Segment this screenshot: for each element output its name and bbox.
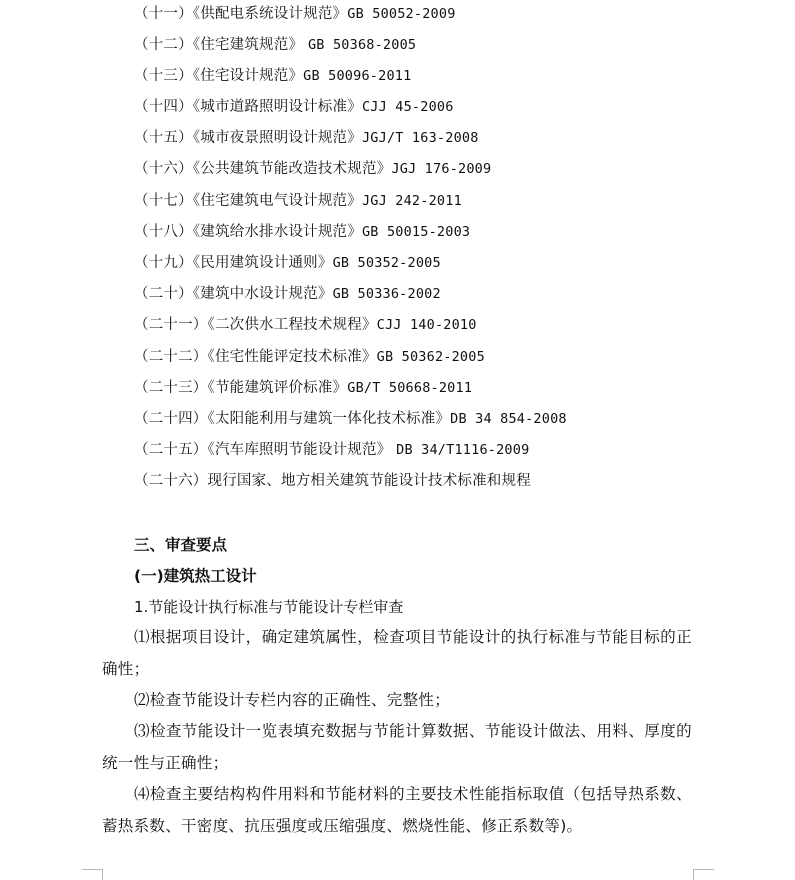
standard-line [134, 378, 472, 398]
standard-line [134, 4, 456, 24]
standard-code: CJJ 140-2010 [376, 317, 477, 333]
standard-code: GB 50336-2002 [332, 286, 441, 302]
standard-code: GB 50362-2005 [376, 349, 485, 365]
standard-title: 《建筑中水设计规范》 [192, 286, 333, 302]
standard-code: JGJ/T 163-2008 [361, 130, 479, 146]
standard-line [134, 191, 462, 211]
standard-number: （十一） [134, 6, 193, 22]
standard-number: （二十四） [134, 411, 208, 427]
standard-line [134, 222, 470, 242]
standard-title: 《住宅建筑电气设计规范》 [192, 193, 362, 209]
standard-code: GB/T 50668-2011 [347, 380, 473, 396]
standard-number: （二十三） [134, 380, 208, 396]
standard-code: JGJ 176-2009 [391, 161, 492, 177]
standard-code: CJJ 45-2006 [361, 99, 454, 115]
standard-line [134, 66, 411, 86]
standard-title: 现行国家、地方相关建筑节能设计技术标准和规程 [207, 473, 531, 489]
standard-code: DB 34/T1116-2009 [396, 442, 530, 458]
standard-number: （二十二） [134, 349, 208, 365]
standard-line [134, 128, 479, 148]
standard-line [134, 284, 441, 304]
standard-number: （十二） [134, 37, 193, 53]
standard-title: 《住宅性能评定技术标准》 [207, 349, 377, 365]
paragraph: ⑴根据项目设计，确定建筑属性，检查项目节能设计的执行标准与节能目标的正确性； [102, 628, 692, 678]
standard-number: （十七） [134, 193, 193, 209]
standard-title: 《汽车库照明节能设计规范》 [207, 442, 397, 458]
standard-line [134, 253, 441, 273]
standard-code: GB 50096-2011 [303, 68, 412, 84]
standard-number: （十三） [134, 68, 193, 84]
standard-code: GB 50368-2005 [307, 37, 417, 53]
paragraph: ⑵检查节能设计专栏内容的正确性、完整性； [134, 691, 451, 709]
standard-line [134, 35, 416, 55]
standard-title: 《城市道路照明设计标准》 [192, 99, 362, 115]
standard-number: （十八） [134, 224, 193, 240]
standard-number: （二十） [134, 286, 193, 302]
item-heading: 1.节能设计执行标准与节能设计专栏审查 [134, 598, 404, 616]
section-heading: 三、审查要点 [134, 536, 228, 554]
subsection-heading: (一)建筑热工设计 [134, 567, 257, 585]
standard-title: 《住宅设计规范》 [192, 68, 304, 84]
standard-title: 《城市夜景照明设计规范》 [192, 130, 362, 146]
standard-number: （二十五） [134, 442, 208, 458]
standard-code: GB 50052-2009 [347, 6, 456, 22]
standard-line [134, 409, 567, 429]
standard-title: 《二次供水工程技术规程》 [207, 317, 377, 333]
standard-title: 《公共建筑节能改造技术规范》 [192, 161, 392, 177]
page-corner-mark-right [693, 869, 714, 880]
standard-line [134, 159, 491, 179]
standard-title: 《住宅建筑规范》 [192, 37, 308, 53]
standard-number: （十九） [134, 255, 193, 271]
standard-title: 《太阳能利用与建筑一体化技术标准》 [207, 411, 451, 427]
standard-code: GB 50015-2003 [361, 224, 471, 240]
paragraph: ⑶检查节能设计一览表填充数据与节能计算数据、节能设计做法、用料、厚度的统一性与正确性； [102, 722, 692, 772]
standard-title: 《节能建筑评价标准》 [207, 380, 348, 396]
standard-number: （十四） [134, 99, 193, 115]
page-corner-mark-left [82, 869, 103, 880]
standard-title: 《民用建筑设计通则》 [192, 255, 333, 271]
standard-line [134, 471, 531, 491]
standard-number: （二十六） [134, 473, 208, 489]
standard-number: （二十一） [134, 317, 208, 333]
standard-line [134, 97, 454, 117]
standard-line [134, 440, 529, 460]
standard-number: （十六） [134, 161, 193, 177]
standard-title: 《建筑给水排水设计规范》 [192, 224, 362, 240]
standard-line [134, 315, 477, 335]
paragraph: ⑷检查主要结构构件用料和节能材料的主要技术性能指标取值（包括导热系数、蓄热系数、干密度、抗压强度或压缩强度、燃烧性能、修正系数等)。 [102, 785, 692, 835]
standard-title: 《供配电系统设计规范》 [192, 6, 348, 22]
standard-number: （十五） [134, 130, 193, 146]
standard-code: GB 50352-2005 [332, 255, 441, 271]
standard-code: DB 34 854-2008 [450, 411, 567, 427]
standard-line [134, 347, 485, 367]
standard-code: JGJ 242-2011 [361, 193, 462, 209]
